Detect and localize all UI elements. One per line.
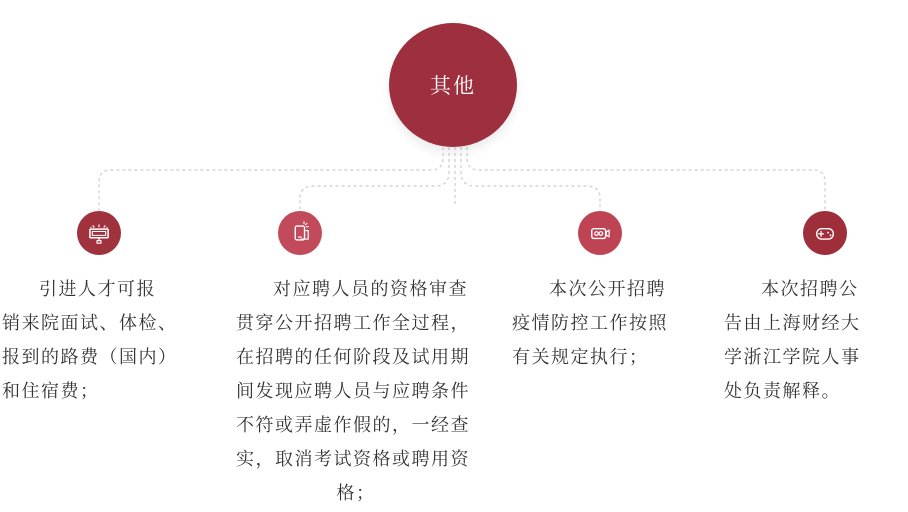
text-line: 报到的路费（国内） [2, 347, 178, 367]
text-line: 本次招聘公 [761, 279, 859, 299]
text-line: 格； [336, 483, 376, 503]
gamepad-icon [812, 220, 838, 246]
text-line: 间发现应聘人员与应聘条件 [236, 381, 470, 401]
node-travel-reimbursement [77, 211, 121, 255]
text-line: 贯穿公开招聘工作全过程， [236, 313, 470, 333]
text-line: 不符或弄虚作假的，一经查 [236, 415, 470, 435]
center-node-other [389, 23, 517, 147]
text-line: 和住宿费； [2, 381, 100, 401]
text-line: 疫情防控工作按照 [512, 313, 668, 333]
phone-alert-icon [287, 220, 313, 246]
billboard-icon [86, 220, 112, 246]
text-block-travel-reimbursement [2, 272, 202, 408]
text-line: 告由上海财经大 [724, 313, 861, 333]
text-line: 实，取消考试资格或聘用资 [236, 449, 470, 469]
text-line: 在招聘的任何阶段及试用期 [236, 347, 470, 367]
center-node-label: 其他 [430, 75, 476, 98]
text-line: 对应聘人员的资格审查 [273, 279, 468, 299]
text-block-qualification-review [236, 272, 476, 510]
node-pandemic-control [578, 211, 622, 255]
node-interpretation-rights [803, 211, 847, 255]
text-block-interpretation-rights [724, 272, 904, 408]
text-block-pandemic-control [512, 272, 692, 374]
text-line: 处负责解释。 [724, 381, 841, 401]
video-camera-icon [587, 220, 613, 246]
text-line: 学浙江学院人事 [724, 347, 861, 367]
node-qualification-review [278, 211, 322, 255]
text-line: 本次公开招聘 [549, 279, 666, 299]
text-line: 有关规定执行； [512, 347, 649, 367]
text-line: 引进人才可报 [39, 279, 156, 299]
text-line: 销来院面试、体检、 [2, 313, 178, 333]
